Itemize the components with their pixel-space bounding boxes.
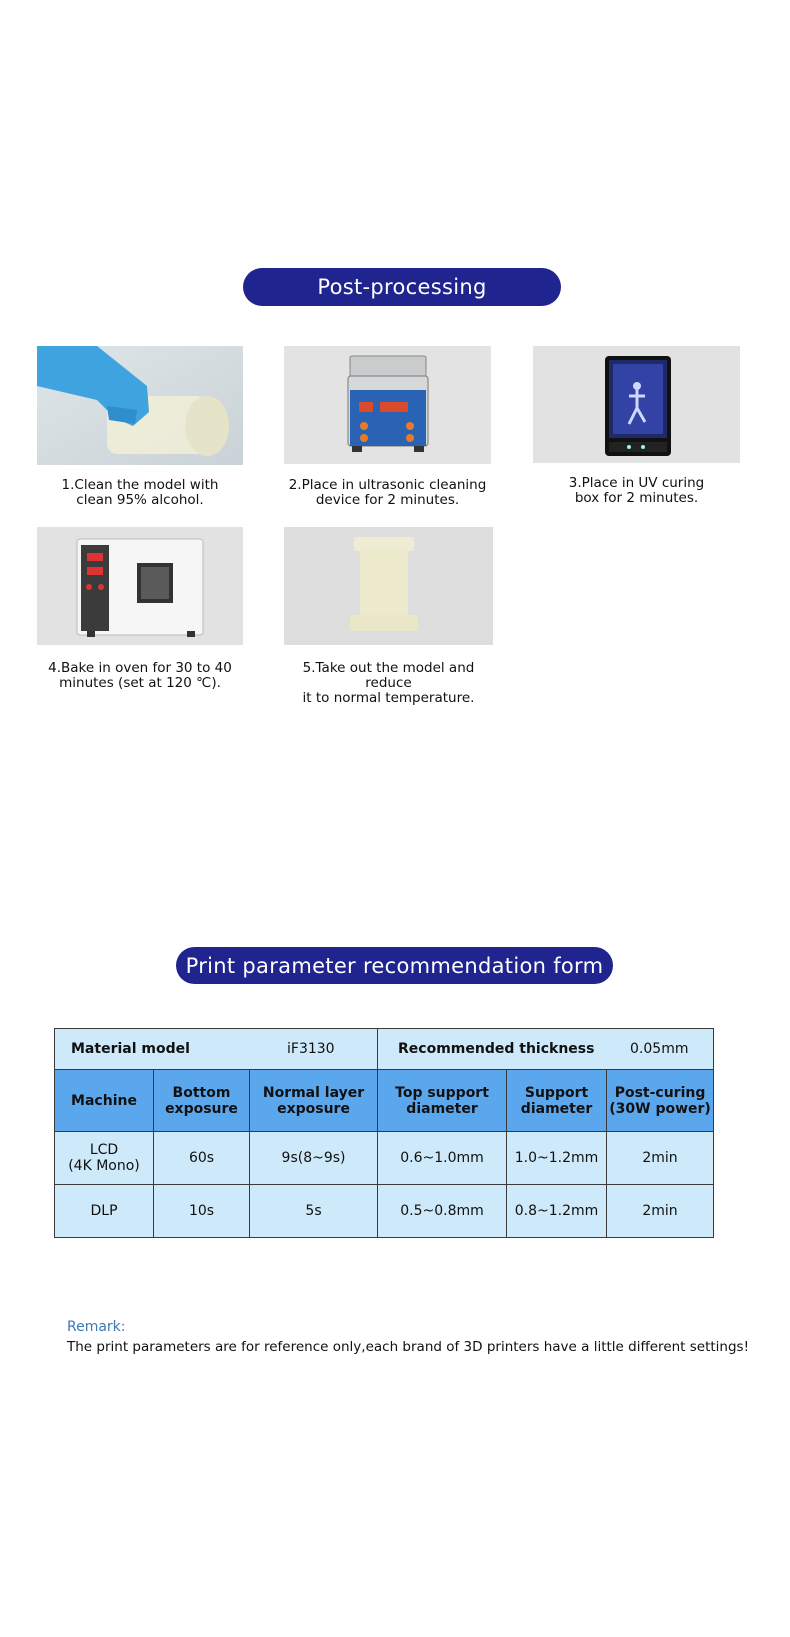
printed-model-icon — [284, 527, 493, 645]
parameter-title: Print parameter recommendation form — [185, 953, 604, 978]
machine-cell: LCD (4K Mono) — [55, 1132, 154, 1185]
gloved-hand-cleaning-icon — [37, 346, 243, 465]
remark-text: The print parameters are for reference only,each brand of 3D printers have a little different settings! — [67, 1339, 750, 1355]
thickness-label: Recommended thickness — [398, 1041, 595, 1057]
step-5-photo — [284, 527, 493, 645]
step-1-photo — [37, 346, 243, 465]
header-top-support-diameter: Top support diameter — [378, 1070, 507, 1132]
material-cell — [55, 1029, 378, 1070]
step-2-photo — [284, 346, 491, 464]
table-row — [55, 1185, 714, 1238]
post-processing-banner — [243, 268, 561, 306]
header-post-curing: Post-curing (30W power) — [607, 1070, 714, 1132]
header-normal-layer-exposure: Normal layer exposure — [250, 1070, 378, 1132]
post-processing-title: Post-processing — [317, 275, 487, 299]
normal-layer-cell: 9s(8~9s) — [250, 1132, 378, 1185]
machine-cell: DLP — [55, 1185, 154, 1238]
step-4-caption: 4.Bake in oven for 30 to 40 minutes (set at 120 ℃). — [48, 660, 232, 691]
material-row — [55, 1029, 714, 1070]
bottom-exposure-cell: 10s — [154, 1185, 250, 1238]
header-support-diameter: Support diameter — [507, 1070, 607, 1132]
material-label: Material model — [71, 1041, 190, 1057]
thickness-cell — [378, 1029, 714, 1070]
step-5-caption: 5.Take out the model and reduce it to normal temperature. — [302, 660, 475, 706]
table-row — [55, 1132, 714, 1185]
normal-layer-cell: 5s — [250, 1185, 378, 1238]
step-1-caption: 1.Clean the model with clean 95% alcohol. — [61, 477, 219, 508]
step-2-caption: 2.Place in ultrasonic cleaning device for 2 minutes. — [288, 477, 487, 508]
material-value: iF3130 — [287, 1041, 335, 1057]
bottom-exposure-cell: 60s — [154, 1132, 250, 1185]
top-support-cell: 0.6~1.0mm — [378, 1132, 507, 1185]
step-3-caption: 3.Place in UV curing box for 2 minutes. — [568, 475, 705, 506]
remark-title: Remark: — [67, 1319, 126, 1335]
post-curing-cell: 2min — [607, 1185, 714, 1238]
step-3-photo — [533, 346, 740, 463]
post-curing-cell: 2min — [607, 1132, 714, 1185]
oven-icon — [37, 527, 243, 645]
header-machine: Machine — [55, 1070, 154, 1132]
parameter-table — [54, 1028, 714, 1238]
header-row — [55, 1070, 714, 1132]
ultrasonic-cleaner-icon — [284, 346, 491, 464]
uv-curing-box-icon — [533, 346, 740, 463]
parameter-banner — [176, 947, 613, 984]
top-support-cell: 0.5~0.8mm — [378, 1185, 507, 1238]
step-4-photo — [37, 527, 243, 645]
support-cell: 0.8~1.2mm — [507, 1185, 607, 1238]
thickness-value: 0.05mm — [630, 1041, 689, 1057]
header-bottom-exposure: Bottom exposure — [154, 1070, 250, 1132]
support-cell: 1.0~1.2mm — [507, 1132, 607, 1185]
